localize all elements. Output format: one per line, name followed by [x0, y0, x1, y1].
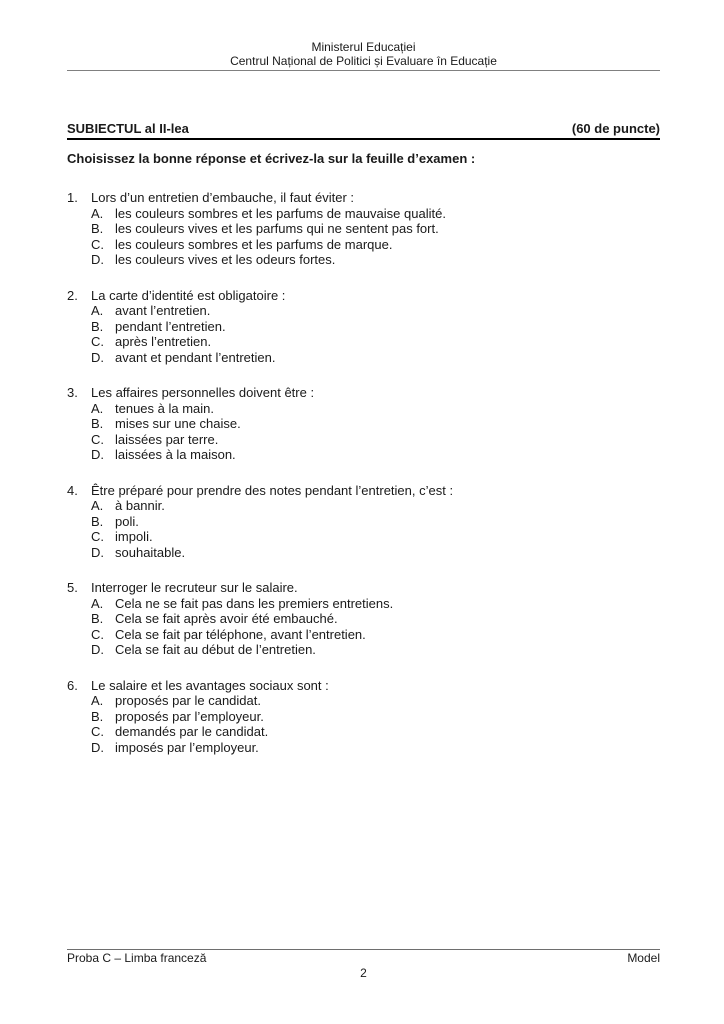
question-1	[67, 190, 660, 268]
option-text: souhaitable.	[115, 544, 186, 560]
option-letter: A.	[91, 595, 104, 611]
document-header	[67, 40, 660, 71]
question-body	[91, 483, 660, 561]
option-b	[91, 611, 660, 627]
option-text: à bannir.	[115, 498, 165, 513]
option-letter: D.	[91, 447, 104, 462]
option-letter: D.	[91, 252, 104, 267]
option-letter: D.	[91, 349, 104, 365]
option-letter: C.	[91, 529, 104, 544]
option-letter: D.	[91, 544, 104, 560]
footer-row	[67, 950, 660, 965]
options-list	[91, 303, 660, 365]
question-3	[67, 385, 660, 463]
option-text: mises sur une chaise.	[115, 416, 241, 431]
question-text: Les affaires personnelles doivent être :	[91, 385, 315, 400]
header-center: Centrul Național de Politici și Evaluare în Educație	[230, 54, 497, 68]
option-text: laissées par terre.	[115, 431, 219, 447]
option-letter: B.	[91, 221, 104, 236]
question-text: Lors d’un entretien d’embauche, il faut éviter :	[91, 190, 355, 205]
document-footer	[67, 949, 660, 980]
option-c	[91, 334, 660, 350]
question-number: 3.	[67, 385, 78, 400]
option-text: Cela se fait au début de l’entretien.	[115, 642, 316, 657]
instruction-text: Choisissez la bonne réponse et écrivez-la sur la feuille d’examen :	[67, 151, 476, 166]
question-number: 5.	[67, 580, 78, 595]
option-letter: C.	[91, 334, 104, 349]
question-2	[67, 288, 660, 366]
footer-exam-name: Proba C – Limba franceză	[67, 951, 207, 965]
option-a	[91, 498, 660, 514]
option-letter: B.	[91, 318, 104, 334]
option-c	[91, 724, 660, 740]
option-text: Cela se fait après avoir été embauché.	[115, 611, 338, 626]
option-letter: B.	[91, 708, 104, 724]
options-list	[91, 693, 660, 755]
question-body	[91, 190, 660, 268]
option-text: les couleurs vives et les odeurs fortes.	[115, 252, 336, 267]
question-text: Être préparé pour prendre des notes pendant l’entretien, c’est :	[91, 482, 454, 498]
option-letter: A.	[91, 205, 104, 221]
option-letter: C.	[91, 236, 104, 252]
question-body	[91, 385, 660, 463]
option-text: pendant l’entretien.	[115, 318, 226, 334]
options-list	[91, 401, 660, 463]
option-text: les couleurs sombres et les parfums de marque.	[115, 236, 393, 252]
option-a	[91, 693, 660, 709]
option-text: Cela ne se fait pas dans les premiers entretiens.	[115, 595, 394, 611]
options-list	[91, 206, 660, 268]
option-b	[91, 319, 660, 335]
option-letter: C.	[91, 724, 104, 739]
option-letter: A.	[91, 303, 104, 318]
option-a	[91, 206, 660, 222]
option-letter: D.	[91, 642, 104, 657]
option-text: avant et pendant l’entretien.	[115, 349, 276, 365]
option-d	[91, 447, 660, 463]
option-text: proposés par l’employeur.	[115, 708, 264, 724]
option-c	[91, 627, 660, 643]
option-letter: B.	[91, 611, 104, 626]
option-letter: B.	[91, 513, 104, 529]
option-text: poli.	[115, 513, 139, 529]
option-a	[91, 596, 660, 612]
question-6	[67, 678, 660, 756]
option-letter: D.	[91, 739, 104, 755]
subject-title-row	[67, 121, 660, 140]
option-text: demandés par le candidat.	[115, 724, 269, 739]
subject-points: (60 de puncte)	[571, 121, 660, 136]
option-c	[91, 237, 660, 253]
option-a	[91, 303, 660, 319]
question-number: 1.	[67, 190, 78, 205]
option-letter: C.	[91, 626, 104, 642]
option-text: les couleurs vives et les parfums qui ne sentent pas fort.	[115, 221, 439, 236]
question-5	[67, 580, 660, 658]
option-text: avant l’entretien.	[115, 303, 211, 318]
question-body	[91, 288, 660, 366]
option-b	[91, 221, 660, 237]
option-d	[91, 545, 660, 561]
option-text: imposés par l’employeur.	[115, 739, 259, 755]
question-number: 2.	[67, 287, 78, 303]
question-text: Le salaire et les avantages sociaux sont :	[91, 677, 329, 693]
option-text: proposés par le candidat.	[115, 693, 261, 708]
option-d	[91, 350, 660, 366]
question-text: La carte d’identité est obligatoire :	[91, 287, 286, 303]
option-b	[91, 416, 660, 432]
option-d	[91, 252, 660, 268]
option-c	[91, 529, 660, 545]
footer-model-label: Model	[627, 951, 660, 965]
options-list	[91, 498, 660, 560]
option-d	[91, 740, 660, 756]
option-text: les couleurs sombres et les parfums de mauvaise qualité.	[115, 205, 446, 221]
option-letter: C.	[91, 431, 104, 447]
questions-list	[67, 190, 660, 775]
header-ministry: Ministerul Educației	[311, 40, 416, 54]
option-text: impoli.	[115, 529, 153, 544]
question-body	[91, 580, 660, 658]
question-number: 6.	[67, 677, 78, 693]
option-text: après l’entretien.	[115, 334, 212, 349]
option-b	[91, 514, 660, 530]
option-letter: A.	[91, 400, 104, 416]
option-letter: A.	[91, 693, 104, 708]
option-letter: A.	[91, 498, 104, 513]
option-d	[91, 642, 660, 658]
option-text: Cela se fait par téléphone, avant l’entretien.	[115, 626, 366, 642]
option-c	[91, 432, 660, 448]
option-letter: B.	[91, 416, 104, 431]
subject-title: SUBIECTUL al II-lea	[67, 121, 189, 136]
question-4	[67, 483, 660, 561]
page-number: 2	[360, 966, 367, 980]
question-body	[91, 678, 660, 756]
option-a	[91, 401, 660, 417]
options-list	[91, 596, 660, 658]
option-b	[91, 709, 660, 725]
option-text: laissées à la maison.	[115, 447, 236, 462]
question-text: Interroger le recruteur sur le salaire.	[91, 580, 298, 595]
question-number: 4.	[67, 482, 78, 498]
option-text: tenues à la main.	[115, 400, 215, 416]
